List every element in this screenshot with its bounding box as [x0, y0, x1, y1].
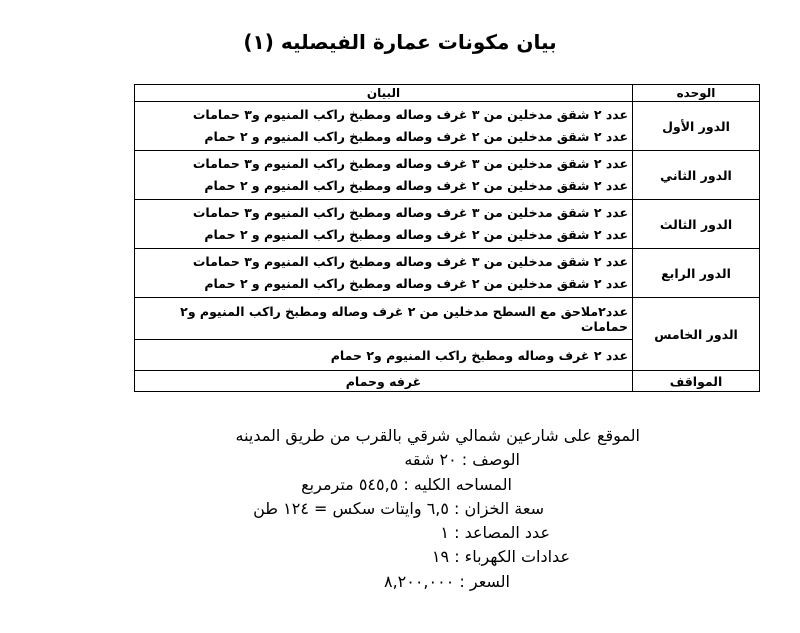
- description-line: عدد ٢ شقق مدخلين من ٢ غرف وصاله ومطبخ راكب المنيوم و ٢ حمام: [204, 227, 628, 242]
- description-line: عدد ٢ شقق مدخلين من ٣ غرف وصاله ومطبخ راكب المنيوم و٣ حمامات: [192, 254, 628, 269]
- floor-description: [135, 200, 633, 249]
- floor-description: [135, 151, 633, 200]
- table-row: [135, 102, 760, 151]
- info-electricity-meters: عدادات الكهرباء : ١٩: [431, 547, 570, 567]
- info-description: الوصف : ٢٠ شقه: [404, 450, 520, 470]
- info-location: الموقع على شارعين شمالي شرقي بالقرب من طريق المدينه: [235, 426, 640, 445]
- floor-description: عدد٢ملاحق مع السطح مدخلين من ٢ غرف وصاله ومطبخ راكب المنيوم و٢ حمامات: [135, 298, 633, 340]
- column-header-unit: الوحده: [633, 85, 760, 102]
- floor-description: [135, 249, 633, 298]
- description-line: عدد ٢ شقق مدخلين من ٢ غرف وصاله ومطبخ راكب المنيوم و ٢ حمام: [204, 178, 628, 193]
- building-info: [200, 424, 640, 594]
- info-area: المساحه الكليه : ٥٤٥,٥ مترمربع: [301, 474, 512, 494]
- info-tank: سعة الخزان : ٦,٥ وايتات سكس = ١٢٤ طن: [253, 498, 544, 518]
- floor-name: الدور الأول: [633, 102, 760, 151]
- floor-description: [135, 102, 633, 151]
- building-units-table: [134, 84, 760, 392]
- table-row: [135, 249, 760, 298]
- floor-name: المواقف: [633, 371, 760, 392]
- description-line: عدد ٢ شقق مدخلين من ٣ غرف وصاله ومطبخ راكب المنيوم و٣ حمامات: [192, 205, 628, 220]
- table-row: [135, 151, 760, 200]
- table-row: [135, 200, 760, 249]
- floor-name: الدور الرابع: [633, 249, 760, 298]
- table-row: [135, 371, 760, 392]
- description-line: عدد ٢ شقق مدخلين من ٢ غرف وصاله ومطبخ راكب المنيوم و ٢ حمام: [204, 129, 628, 144]
- info-price: السعر : ٨,٢٠٠,٠٠٠: [383, 571, 510, 591]
- floor-description: عدد ٢ غرف وصاله ومطبخ راكب المنيوم و٢ حمام: [135, 340, 633, 371]
- floor-name: الدور الخامس: [633, 298, 760, 371]
- page-title: بيان مكونات عمارة الفيصليه (١): [243, 30, 557, 54]
- info-elevators: عدد المصاعد : ١: [440, 523, 550, 543]
- description-line: عدد ٢ شقق مدخلين من ٣ غرف وصاله ومطبخ راكب المنيوم و٣ حمامات: [192, 156, 628, 171]
- table-header-row: [135, 85, 760, 102]
- column-header-description: البيان: [135, 85, 633, 102]
- floor-name: الدور الثالث: [633, 200, 760, 249]
- table-row: [135, 298, 760, 340]
- floor-name: الدور الثاني: [633, 151, 760, 200]
- description-line: عدد ٢ شقق مدخلين من ٣ غرف وصاله ومطبخ راكب المنيوم و٣ حمامات: [192, 107, 628, 122]
- floor-description: غرفه وحمام: [135, 371, 633, 392]
- description-line: عدد ٢ شقق مدخلين من ٢ غرف وصاله ومطبخ راكب المنيوم و ٢ حمام: [204, 276, 628, 291]
